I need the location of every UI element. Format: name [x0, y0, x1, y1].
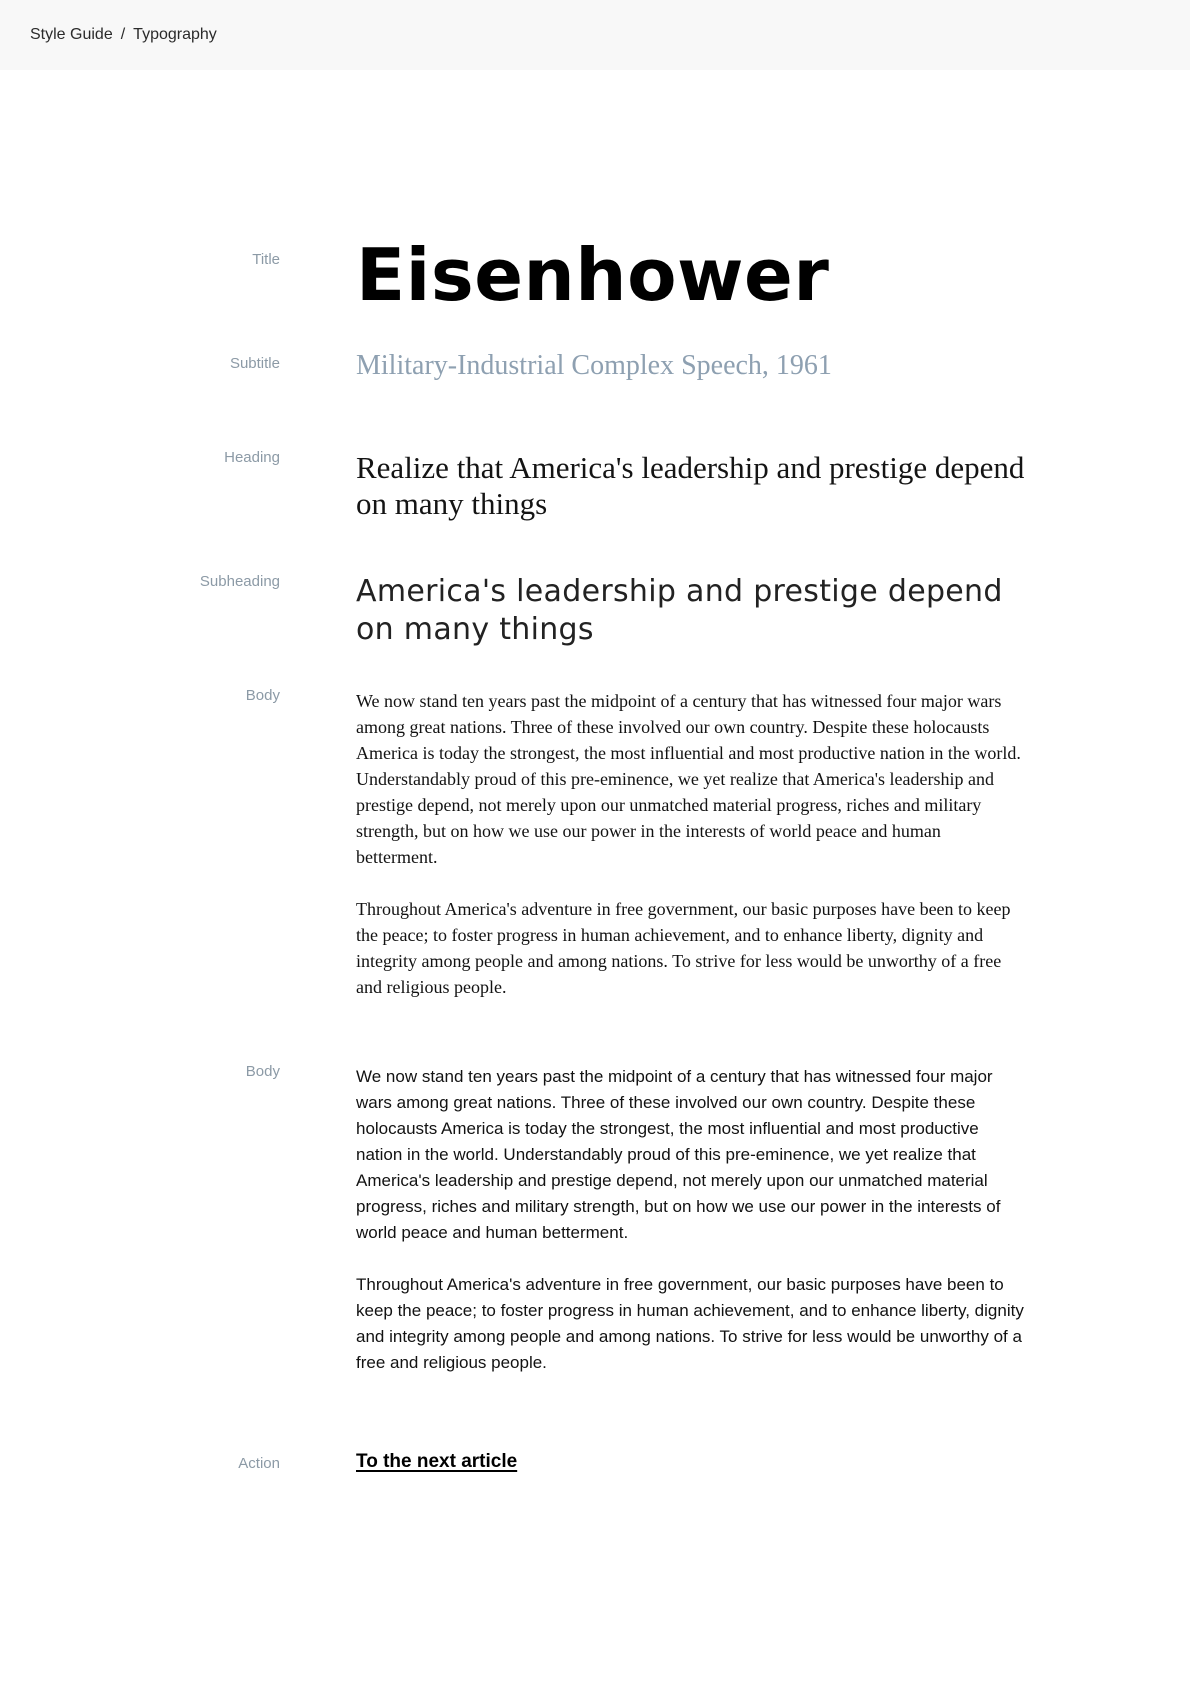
body-serif-sample [356, 688, 1026, 1026]
heading-label: Heading [224, 449, 280, 466]
top-bar [0, 0, 1190, 70]
subtitle-sample: Military-Industrial Complex Speech, 1961 [356, 350, 832, 381]
subheading-sample: America's leadership and prestige depend on many things [356, 574, 1003, 647]
body-sans-label: Body [245, 1063, 280, 1080]
body-sans-sample [356, 1064, 1026, 1402]
title-label: Title [252, 251, 280, 268]
subtitle-label: Subtitle [229, 355, 280, 372]
body-serif-label: Body [245, 687, 280, 704]
body-serif-paragraph: Throughout America's adventure in free government, our basic purposes have been to keep the peace; to foster progress in human achievement, and to enhance liberty, dignity and integrity among people and among nations. To strive for less would be unworthy of a free and religious people. [356, 899, 1011, 997]
subheading-label: Subheading [199, 573, 280, 590]
body-sans-paragraph: We now stand ten years past the midpoint of a century that has witnessed four major wars among great nations. Three of these involved our own country. Despite these holocausts America is today the strongest, the most influential and most productive nation in the world. Understandably proud of this pre-eminence, we yet realize that America's leadership and prestige depend, not merely upon our unmatched material progress, riches and military strength, but on how we use our power in the interests of world peace and human betterment. [356, 1067, 1001, 1242]
heading-sample: Realize that America's leadership and prestige depend on many things [356, 450, 1025, 521]
body-sans-paragraph: Throughout America's adventure in free government, our basic purposes have been to keep the peace; to foster progress in human achievement, and to enhance liberty, dignity and integrity among people and among nations. To strive for less would be unworthy of a free and religious people. [356, 1275, 1024, 1372]
action-label: Action [238, 1455, 280, 1472]
breadcrumb-current: Typography [133, 26, 217, 43]
title-sample: Eisenhower [356, 233, 830, 317]
body-serif-paragraph: We now stand ten years past the midpoint of a century that has witnessed four major wars among great nations. Three of these involved our own country. Despite these holocausts America is today the strongest, the most influential and most productive nation in the world. Understandably proud of this pre-eminence, we yet realize that America's leadership and prestige depend, not merely upon our unmatched material progress, riches and military strength, but on how we use our power in the interests of world peace and human betterment. [356, 691, 1021, 867]
breadcrumb [30, 26, 217, 44]
breadcrumb-parent[interactable]: Style Guide [30, 26, 113, 43]
next-article-link[interactable]: To the next article [356, 1451, 518, 1472]
breadcrumb-separator: / [120, 26, 126, 43]
